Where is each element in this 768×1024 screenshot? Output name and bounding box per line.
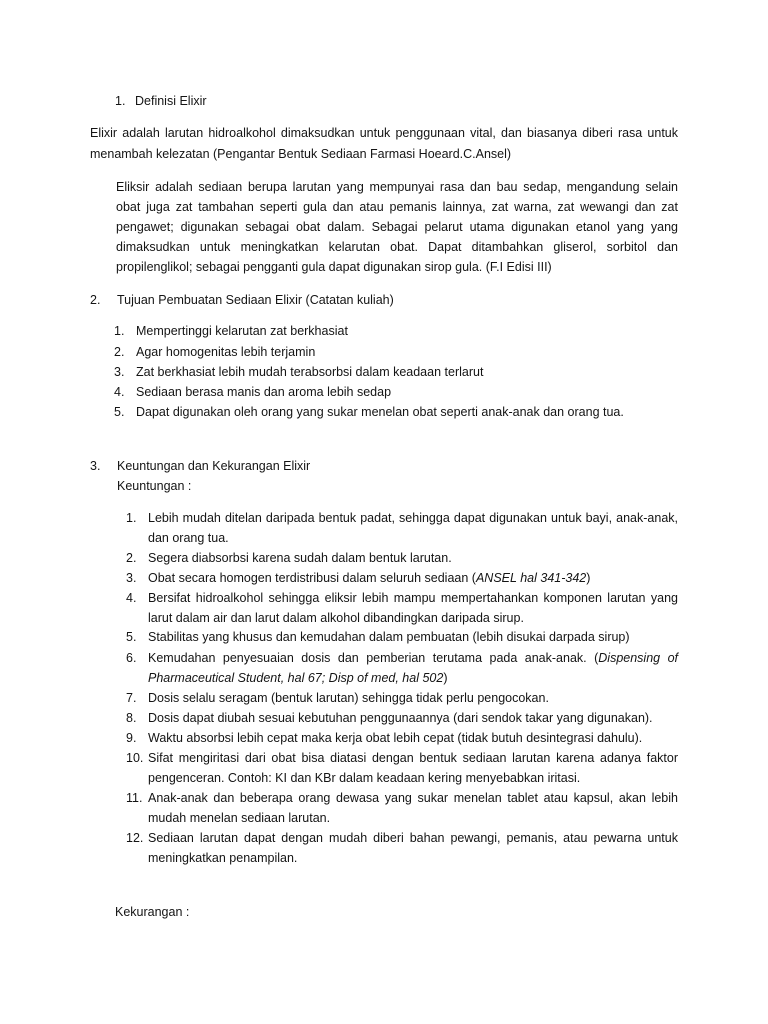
s3-item-12-line1: Sediaan larutan dapat dengan mudah diberi bahan pewangi, pemanis, atau pewarna untuk	[148, 831, 678, 845]
kekurangan-heading: Kekurangan :	[115, 905, 190, 919]
s3-item-8-line1: Dosis dapat diubah sesuai kebutuhan penggunaannya (dari sendok takar yang digunakan).	[148, 711, 653, 725]
s3-item-9-line1: Waktu absorbsi lebih cepat maka kerja obat lebih cepat (tidak butuh desintegrasi dahulu).	[148, 731, 643, 745]
s3-item-8-num: 8.	[126, 711, 137, 725]
s3-item-10-line1: Sifat mengiritasi dari obat bisa diatasi dengan bentuk sediaan larutan karena adanya faktor	[148, 751, 678, 765]
para2-line1: Eliksir adalah sediaan berupa larutan yang mempunyai rasa dan bau sedap, mengandung selain	[116, 180, 678, 194]
section-1-heading: Definisi Elixir	[135, 94, 207, 108]
section-3-heading: Keuntungan dan Kekurangan Elixir	[117, 459, 311, 473]
para2-line4: dimaksudkan untuk meningkatkan kelarutan obat. Dapat ditambahkan gliserol, sorbitol dan	[116, 240, 678, 254]
s2-item-4-num: 4.	[114, 385, 125, 399]
s2-item-1-text: Mempertinggi kelarutan zat berkhasiat	[136, 324, 348, 338]
s3-item-11-num: 11.	[126, 791, 143, 805]
s2-item-4-text: Sediaan berasa manis dan aroma lebih sedap	[136, 385, 392, 399]
s3-item-2-line1: Segera diabsorbsi karena sudah dalam bentuk larutan.	[148, 551, 452, 565]
s2-item-5-text: Dapat digunakan oleh orang yang sukar menelan obat seperti anak-anak dan orang tua.	[136, 405, 624, 419]
para1-line2: menambah kelezatan (Pengantar Bentuk Sediaan Farmasi Hoeard.C.Ansel)	[90, 147, 512, 161]
section-3-number: 3.	[90, 459, 101, 473]
s3-item-4-line1: Bersifat hidroalkohol sehingga eliksir lebih mampu mempertahankan komponen larutan yang	[148, 591, 678, 605]
para2-line5: propilenglikol; sebagai pengganti gula dapat digunakan sirop gula. (F.I Edisi III)	[116, 260, 552, 274]
s3-item-1-line1: Lebih mudah ditelan daripada bentuk padat, sehingga dapat digunakan untuk bayi, anak-anak,	[148, 511, 678, 525]
s3-item-7-line1: Dosis selalu seragam (bentuk larutan) sehingga tidak perlu pengocokan.	[148, 691, 549, 705]
s2-item-3-num: 3.	[114, 365, 125, 379]
s3-item-6-text: Kemudahan penyesuaian dosis dan pemberian terutama pada anak-anak. (	[148, 651, 599, 665]
s2-item-5-num: 5.	[114, 405, 125, 419]
s2-item-3-text: Zat berkhasiat lebih mudah terabsorbsi dalam keadaan terlarut	[136, 365, 484, 379]
s3-item-3-citation: ANSEL hal 341-342	[475, 571, 587, 585]
s3-item-1-line2: dan orang tua.	[148, 531, 229, 545]
s3-item-5-line1: Stabilitas yang khusus dan kemudahan dalam pembuatan (lebih disukai darpada sirup)	[148, 630, 630, 644]
s2-item-2-text: Agar homogenitas lebih terjamin	[136, 345, 316, 359]
section-2-heading: Tujuan Pembuatan Sediaan Elixir (Catatan kuliah)	[117, 293, 394, 307]
s3-item-5-num: 5.	[126, 630, 137, 644]
s3-item-6-line1	[148, 651, 678, 665]
para1-line1: Elixir adalah larutan hidroalkohol dimaksudkan untuk penggunaan vital, dan biasanya diberi rasa untuk	[90, 126, 678, 140]
para2-line3: pengawet; digunakan sebagai obat dalam. Sebagai pelarut utama digunakan etanol yang yang	[116, 220, 678, 234]
s3-item-11-line2: mudah menelan sediaan larutan.	[148, 811, 331, 825]
s3-item-6-close: )	[443, 671, 448, 685]
s3-item-4-num: 4.	[126, 591, 137, 605]
s3-item-6-citation-b: Pharmaceutical Student, hal 67; Disp of med, hal 502	[148, 671, 444, 685]
s3-item-12-line2: meningkatkan penampilan.	[148, 851, 298, 865]
s3-item-11-line1: Anak-anak dan beberapa orang dewasa yang sukar menelan tablet atau kapsul, akan lebih	[148, 791, 678, 805]
s3-item-6-citation-a: Dispensing of	[598, 651, 678, 665]
s3-item-9-num: 9.	[126, 731, 137, 745]
s3-item-6-num: 6.	[126, 651, 137, 665]
section-2-number: 2.	[90, 293, 101, 307]
s3-item-12-num: 12.	[126, 831, 144, 845]
s2-item-1-num: 1.	[114, 324, 125, 338]
section-1-number: 1.	[115, 94, 126, 108]
s3-item-3-close: )	[586, 571, 591, 585]
keuntungan-heading: Keuntungan :	[117, 479, 192, 493]
s3-item-3-text: Obat secara homogen terdistribusi dalam seluruh sediaan (	[148, 571, 476, 585]
s3-item-1-num: 1.	[126, 511, 137, 525]
s3-item-6-line2	[148, 671, 447, 685]
para2-line2: obat juga zat tambahan seperti gula dan atau pemanis lainnya, zat warna, zat wewangi dan zat	[116, 200, 678, 214]
s3-item-4-line2: larut dalam air dan larut dalam alkohol dibandingkan daripada sirup.	[148, 611, 524, 625]
s3-item-2-num: 2.	[126, 551, 137, 565]
s2-item-2-num: 2.	[114, 345, 125, 359]
s3-item-10-num: 10.	[126, 751, 144, 765]
s3-item-10-line2: pengenceran. Contoh: KI dan KBr dalam keadaan kering menyebabkan iritasi.	[148, 771, 581, 785]
s3-item-3-line1	[148, 571, 590, 585]
s3-item-3-num: 3.	[126, 571, 137, 585]
s3-item-7-num: 7.	[126, 691, 137, 705]
